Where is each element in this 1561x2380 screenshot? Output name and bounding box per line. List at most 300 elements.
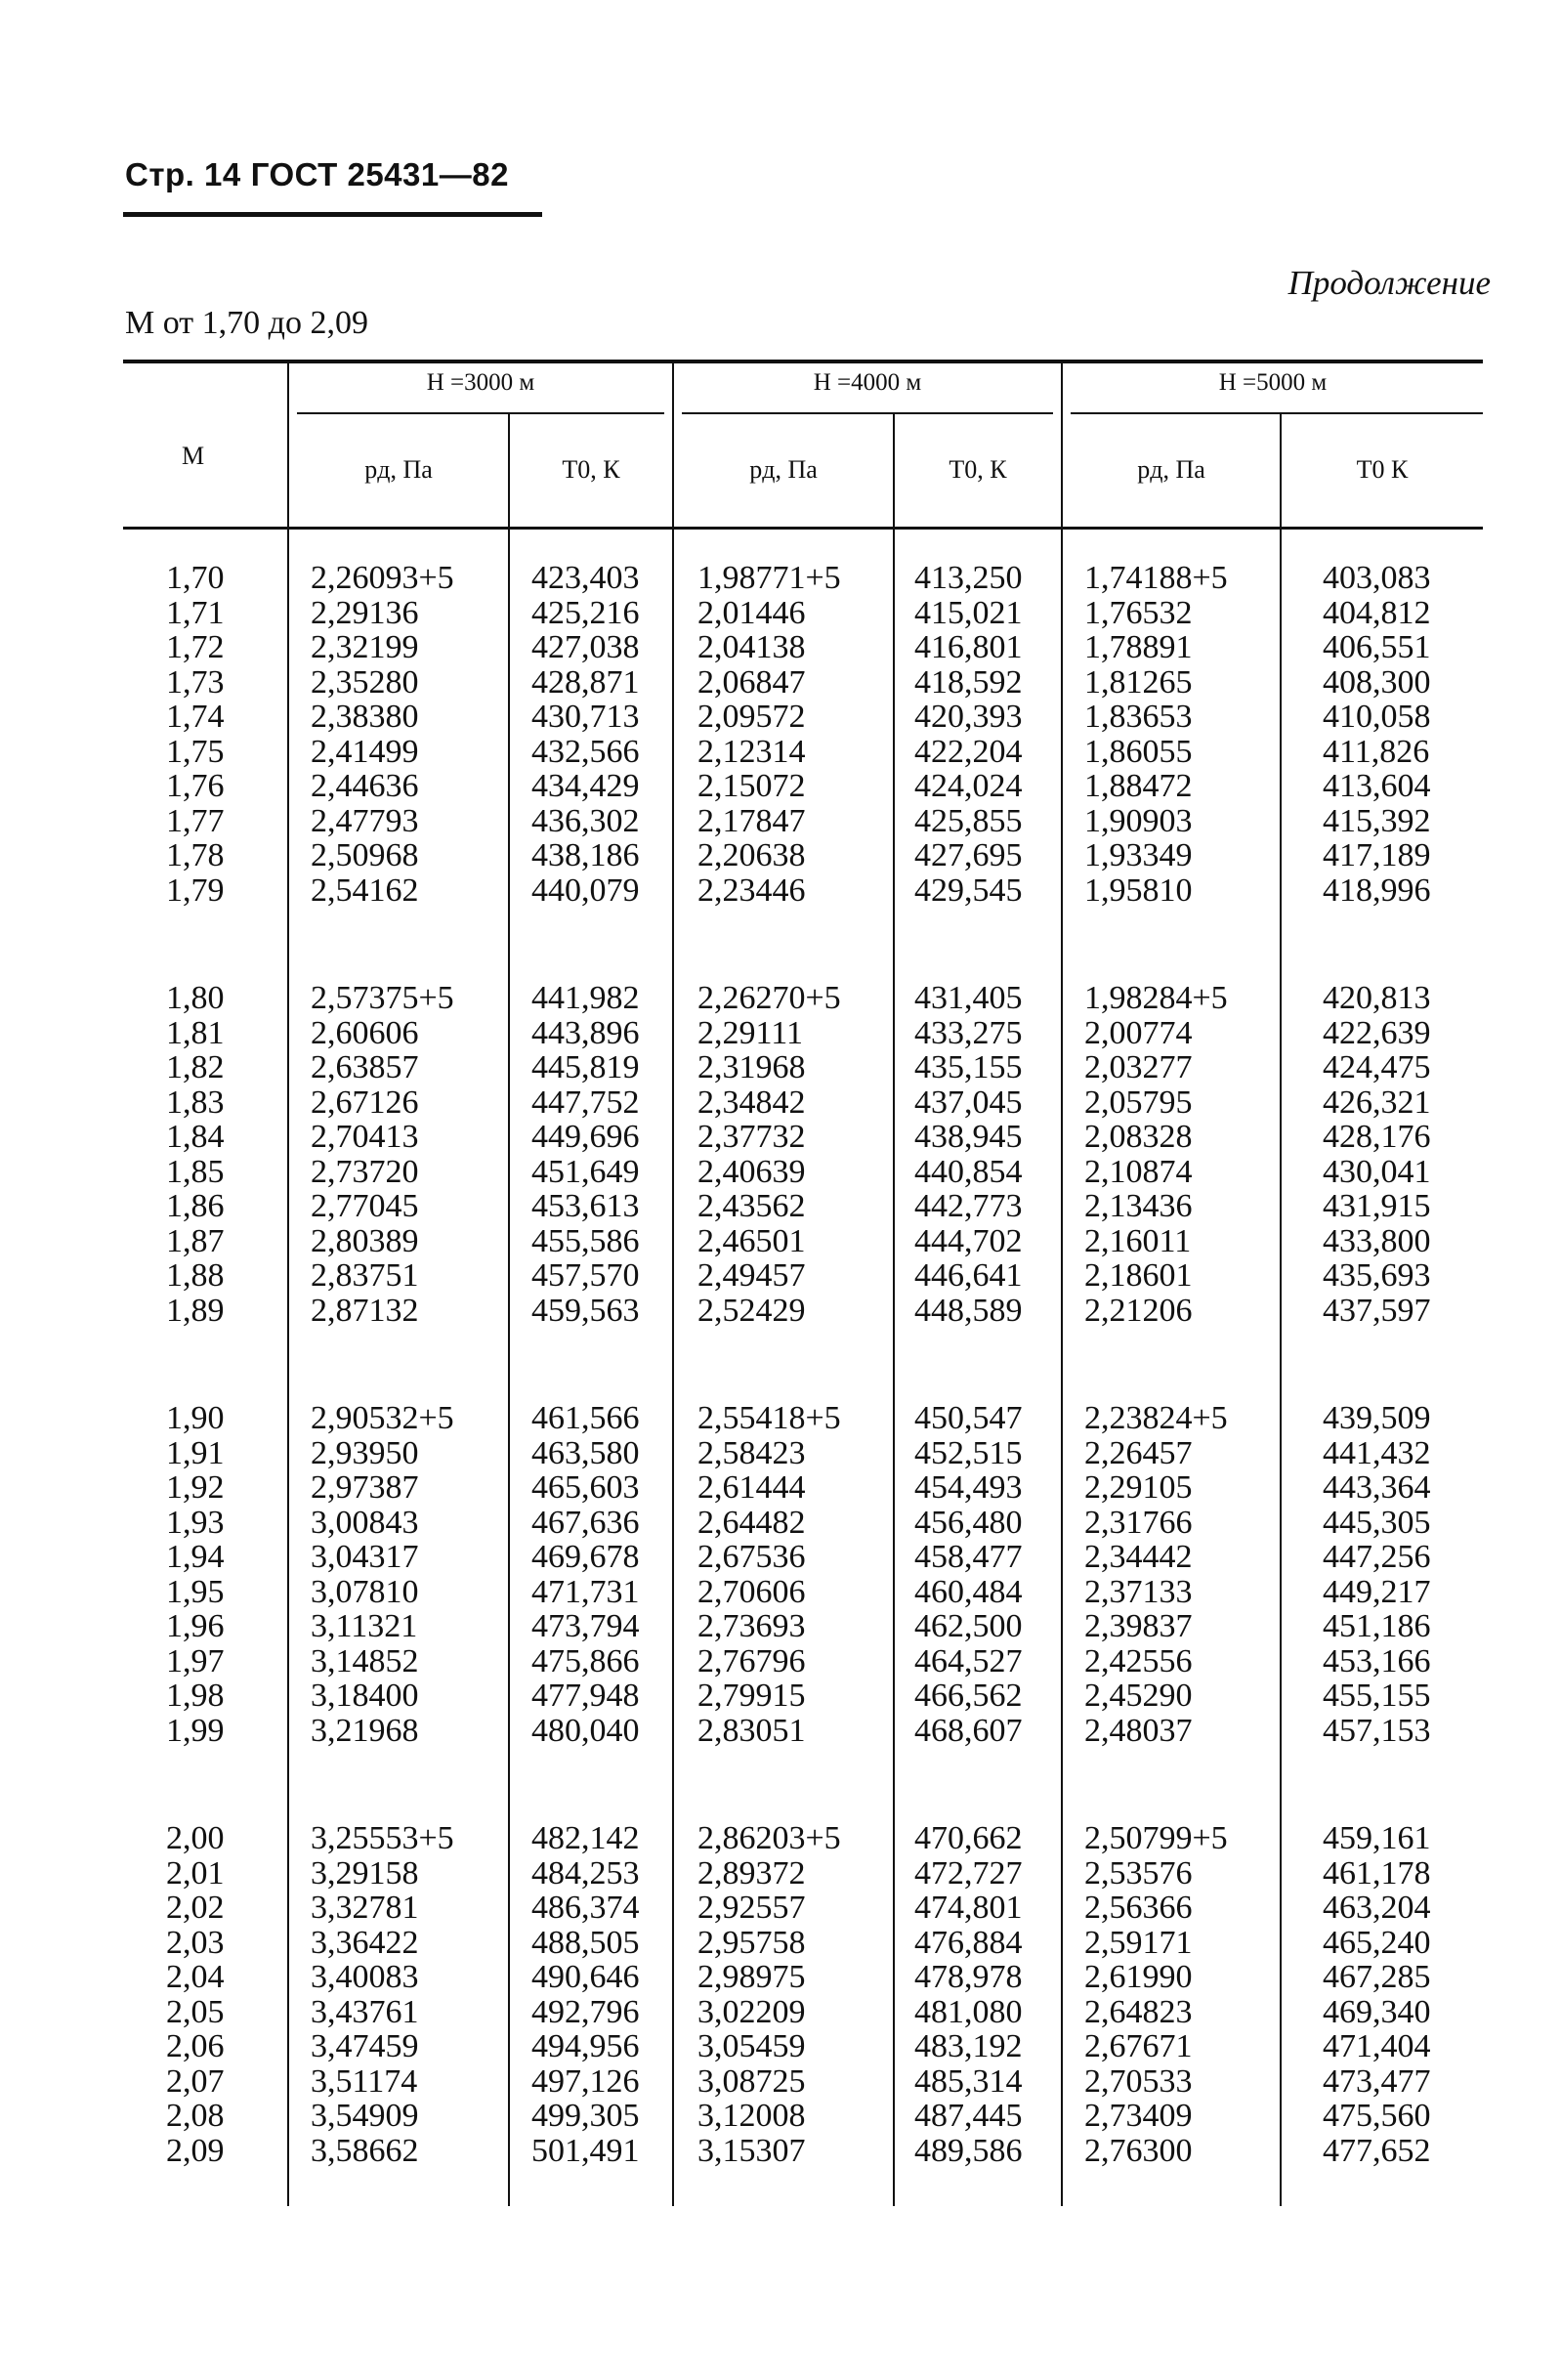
pressure-cell: 2,15072 xyxy=(697,768,806,804)
temperature-cell: 460,484 xyxy=(914,1573,1023,1610)
temperature-cell: 431,405 xyxy=(914,980,1023,1016)
pressure-cell: 2,70606 xyxy=(697,1573,806,1610)
temperature-cell: 422,204 xyxy=(914,733,1023,770)
mach-cell: 1,80 xyxy=(166,980,225,1016)
pressure-cell: 1,81265 xyxy=(1084,663,1193,701)
temperature-cell: 463,580 xyxy=(531,1434,640,1471)
pressure-cell: 2,39837 xyxy=(1084,1608,1193,1644)
mach-cell: 1,95 xyxy=(166,1573,225,1610)
pressure-cell: 2,26270+5 xyxy=(697,980,841,1016)
pressure-header: pд, Па xyxy=(749,455,818,484)
pressure-cell: 2,09572 xyxy=(697,699,806,735)
temperature-cell: 467,285 xyxy=(1323,1959,1431,1995)
pressure-cell: 2,17847 xyxy=(697,802,806,839)
standard-code: ГОСТ 25431—82 xyxy=(250,156,509,192)
mach-cell: 1,92 xyxy=(166,1469,225,1506)
mach-cell: 2,07 xyxy=(166,2062,225,2100)
pressure-cell: 2,55418+5 xyxy=(697,1400,841,1436)
range-label: М от 1,70 до 2,09 xyxy=(125,305,368,341)
temperature-cell: 415,392 xyxy=(1323,802,1431,839)
temperature-cell: 428,176 xyxy=(1323,1119,1431,1155)
pressure-cell: 3,29158 xyxy=(311,1854,419,1891)
group-header-h5000: H =5000 м xyxy=(1218,369,1328,396)
pressure-cell: 2,64482 xyxy=(697,1504,806,1541)
pressure-cell: 2,34442 xyxy=(1084,1539,1193,1575)
pressure-cell: 2,64823 xyxy=(1084,1993,1193,2030)
pressure-cell: 3,32781 xyxy=(311,1890,419,1926)
pressure-cell: 3,11321 xyxy=(311,1608,418,1644)
pressure-cell: 3,18400 xyxy=(311,1678,419,1714)
temperature-cell: 457,570 xyxy=(531,1257,640,1294)
mach-cell: 1,78 xyxy=(166,837,225,873)
pressure-cell: 2,46501 xyxy=(697,1222,806,1259)
pressure-cell: 2,32199 xyxy=(311,629,419,665)
temperature-cell: 481,080 xyxy=(914,1993,1023,2030)
temperature-cell: 420,813 xyxy=(1323,980,1431,1016)
pressure-cell: 2,01446 xyxy=(697,594,806,631)
temperature-cell: 489,586 xyxy=(914,2132,1023,2169)
mach-cell: 1,71 xyxy=(166,594,225,631)
mach-cell: 1,82 xyxy=(166,1049,225,1085)
pressure-cell: 2,92557 xyxy=(697,1890,806,1926)
temperature-cell: 436,302 xyxy=(531,802,640,839)
mach-cell: 1,84 xyxy=(166,1119,225,1155)
pressure-header: pд, Па xyxy=(1137,455,1205,484)
temperature-cell: 469,340 xyxy=(1323,1993,1431,2030)
pressure-cell: 2,83051 xyxy=(697,1712,806,1749)
pressure-cell: 2,61990 xyxy=(1084,1959,1193,1995)
temperature-cell: 435,155 xyxy=(914,1049,1023,1085)
mach-cell: 2,00 xyxy=(166,1820,225,1856)
pressure-cell: 3,47459 xyxy=(311,2028,419,2064)
temperature-cell: 465,603 xyxy=(531,1469,640,1506)
temperature-cell: 485,314 xyxy=(914,2062,1023,2100)
temperature-cell: 472,727 xyxy=(914,1854,1023,1891)
pressure-cell: 2,37732 xyxy=(697,1119,806,1155)
column-divider xyxy=(1280,414,1282,2206)
temperature-cell: 492,796 xyxy=(531,1993,640,2030)
pressure-cell: 3,07810 xyxy=(311,1573,419,1610)
pressure-cell: 2,73693 xyxy=(697,1608,806,1644)
temperature-cell: 454,493 xyxy=(914,1469,1023,1506)
mach-cell: 1,87 xyxy=(166,1222,225,1259)
column-divider xyxy=(508,414,510,2206)
pressure-cell: 2,40639 xyxy=(697,1153,806,1190)
temperature-cell: 432,566 xyxy=(531,733,640,770)
pressure-cell: 1,76532 xyxy=(1084,594,1193,631)
temperature-cell: 427,695 xyxy=(914,837,1023,873)
temperature-cell: 453,166 xyxy=(1323,1642,1431,1679)
temperature-cell: 474,801 xyxy=(914,1890,1023,1926)
pressure-cell: 2,97387 xyxy=(311,1469,419,1506)
temperature-cell: 448,589 xyxy=(914,1292,1023,1329)
temperature-cell: 446,641 xyxy=(914,1257,1023,1294)
temperature-cell: 475,866 xyxy=(531,1642,640,1679)
pressure-cell: 3,02209 xyxy=(697,1993,806,2030)
temperature-cell: 410,058 xyxy=(1323,699,1431,735)
pressure-cell: 2,59171 xyxy=(1084,1924,1193,1961)
pressure-cell: 2,83751 xyxy=(311,1257,419,1294)
pressure-cell: 2,26093+5 xyxy=(311,560,454,596)
pressure-cell: 2,31968 xyxy=(697,1049,806,1085)
temperature-cell: 430,713 xyxy=(531,699,640,735)
temperature-cell: 441,432 xyxy=(1323,1434,1431,1471)
pressure-cell: 2,29136 xyxy=(311,594,419,631)
temperature-cell: 438,945 xyxy=(914,1119,1023,1155)
temperature-cell: 477,652 xyxy=(1323,2132,1431,2169)
temperature-cell: 418,592 xyxy=(914,663,1023,701)
temperature-cell: 458,477 xyxy=(914,1539,1023,1575)
temperature-cell: 413,250 xyxy=(914,560,1023,596)
pressure-cell: 2,13436 xyxy=(1084,1188,1193,1224)
group-rule xyxy=(297,412,664,414)
pressure-cell: 2,04138 xyxy=(697,629,806,665)
temperature-cell: 413,604 xyxy=(1323,768,1431,804)
temperature-cell: 473,794 xyxy=(531,1608,640,1644)
temperature-cell: 494,956 xyxy=(531,2028,640,2064)
mach-cell: 1,91 xyxy=(166,1434,225,1471)
mach-cell: 1,86 xyxy=(166,1188,225,1224)
pressure-cell: 1,93349 xyxy=(1084,837,1193,873)
pressure-cell: 2,73720 xyxy=(311,1153,419,1190)
temperature-cell: 403,083 xyxy=(1323,560,1431,596)
pressure-cell: 2,54162 xyxy=(311,871,419,909)
pressure-cell: 2,67536 xyxy=(697,1539,806,1575)
temperature-cell: 467,636 xyxy=(531,1504,640,1541)
temperature-cell: 440,079 xyxy=(531,871,640,909)
pressure-cell: 3,12008 xyxy=(697,2098,806,2134)
mach-cell: 2,01 xyxy=(166,1854,225,1891)
pressure-cell: 2,38380 xyxy=(311,699,419,735)
mach-cell: 1,96 xyxy=(166,1608,225,1644)
pressure-cell: 2,23824+5 xyxy=(1084,1400,1228,1436)
pressure-cell: 2,03277 xyxy=(1084,1049,1193,1085)
pressure-cell: 2,10874 xyxy=(1084,1153,1193,1190)
pressure-cell: 2,16011 xyxy=(1084,1222,1192,1259)
temperature-cell: 430,041 xyxy=(1323,1153,1431,1190)
pressure-cell: 1,78891 xyxy=(1084,629,1193,665)
temperature-cell: 422,639 xyxy=(1323,1014,1431,1051)
pressure-cell: 2,21206 xyxy=(1084,1292,1193,1329)
group-rule xyxy=(682,412,1053,414)
temperature-cell: 475,560 xyxy=(1323,2098,1431,2134)
temperature-cell: 455,155 xyxy=(1323,1678,1431,1714)
pressure-cell: 2,12314 xyxy=(697,733,806,770)
column-divider xyxy=(893,414,895,2206)
temperature-cell: 501,491 xyxy=(531,2132,640,2169)
temperature-cell: 463,204 xyxy=(1323,1890,1431,1926)
temperature-cell: 429,545 xyxy=(914,871,1023,909)
mach-cell: 1,83 xyxy=(166,1084,225,1121)
pressure-cell: 2,87132 xyxy=(311,1292,419,1329)
temperature-cell: 483,192 xyxy=(914,2028,1023,2064)
pressure-cell: 3,40083 xyxy=(311,1959,419,1995)
temperature-cell: 468,607 xyxy=(914,1712,1023,1749)
header-underline xyxy=(123,212,542,217)
pressure-cell: 2,43562 xyxy=(697,1188,806,1224)
column-divider xyxy=(672,363,674,2206)
pressure-cell: 2,67126 xyxy=(311,1084,419,1121)
pressure-cell: 1,86055 xyxy=(1084,733,1193,770)
pressure-cell: 2,61444 xyxy=(697,1469,806,1506)
pressure-cell: 2,53576 xyxy=(1084,1854,1193,1891)
mach-cell: 1,79 xyxy=(166,871,225,909)
temperature-cell: 423,403 xyxy=(531,560,640,596)
mach-cell: 1,76 xyxy=(166,768,225,804)
pressure-cell: 3,43761 xyxy=(311,1993,419,2030)
pressure-cell: 2,98975 xyxy=(697,1959,806,1995)
pressure-cell: 3,14852 xyxy=(311,1642,419,1679)
mach-cell: 1,75 xyxy=(166,733,225,770)
temperature-cell: 480,040 xyxy=(531,1712,640,1749)
temperature-cell: 418,996 xyxy=(1323,871,1431,909)
pressure-cell: 3,15307 xyxy=(697,2132,806,2169)
temperature-cell: 426,321 xyxy=(1323,1084,1431,1121)
pressure-cell: 1,98771+5 xyxy=(697,560,841,596)
temperature-cell: 416,801 xyxy=(914,629,1023,665)
mach-cell: 2,05 xyxy=(166,1993,225,2030)
temperature-cell: 445,819 xyxy=(531,1049,640,1085)
temperature-cell: 445,305 xyxy=(1323,1504,1431,1541)
temperature-cell: 499,305 xyxy=(531,2098,640,2134)
m-column-header: М xyxy=(182,442,205,470)
pressure-cell: 2,90532+5 xyxy=(311,1400,454,1436)
pressure-cell: 2,18601 xyxy=(1084,1257,1193,1294)
mach-cell: 2,04 xyxy=(166,1959,225,1995)
temperature-cell: 433,800 xyxy=(1323,1222,1431,1259)
pressure-cell: 1,88472 xyxy=(1084,768,1193,804)
temperature-cell: 466,562 xyxy=(914,1678,1023,1714)
temperature-header: T0, К xyxy=(562,455,620,484)
pressure-cell: 2,06847 xyxy=(697,663,806,701)
temperature-cell: 438,186 xyxy=(531,837,640,873)
pressure-cell: 2,93950 xyxy=(311,1434,419,1471)
mach-cell: 1,93 xyxy=(166,1504,225,1541)
pressure-cell: 2,29111 xyxy=(697,1014,803,1051)
page-header xyxy=(125,156,509,193)
pressure-cell: 2,44636 xyxy=(311,768,419,804)
mach-cell: 1,85 xyxy=(166,1153,225,1190)
pressure-cell: 2,49457 xyxy=(697,1257,806,1294)
temperature-cell: 453,613 xyxy=(531,1188,640,1224)
mach-cell: 1,88 xyxy=(166,1257,225,1294)
temperature-cell: 420,393 xyxy=(914,699,1023,735)
pressure-cell: 2,77045 xyxy=(311,1188,419,1224)
pressure-cell: 2,48037 xyxy=(1084,1712,1193,1749)
temperature-cell: 411,826 xyxy=(1323,733,1430,770)
temperature-cell: 478,978 xyxy=(914,1959,1023,1995)
pressure-cell: 3,36422 xyxy=(311,1924,419,1961)
temperature-cell: 404,812 xyxy=(1323,594,1431,631)
mach-cell: 1,74 xyxy=(166,699,225,735)
page-number: Стр. 14 xyxy=(125,156,241,192)
temperature-cell: 440,854 xyxy=(914,1153,1023,1190)
pressure-cell: 1,90903 xyxy=(1084,802,1193,839)
temperature-cell: 456,480 xyxy=(914,1504,1023,1541)
pressure-cell: 2,76796 xyxy=(697,1642,806,1679)
temperature-cell: 437,045 xyxy=(914,1084,1023,1121)
pressure-cell: 2,67671 xyxy=(1084,2028,1193,2064)
temperature-cell: 441,982 xyxy=(531,980,640,1016)
temperature-cell: 437,597 xyxy=(1323,1292,1431,1329)
temperature-cell: 435,693 xyxy=(1323,1257,1431,1294)
pressure-cell: 2,34842 xyxy=(697,1084,806,1121)
mach-cell: 2,08 xyxy=(166,2098,225,2134)
pressure-cell: 2,35280 xyxy=(311,663,419,701)
temperature-cell: 451,649 xyxy=(531,1153,640,1190)
temperature-header: T0 К xyxy=(1356,455,1409,484)
temperature-header: T0, К xyxy=(949,455,1007,484)
temperature-cell: 447,752 xyxy=(531,1084,640,1121)
pressure-cell: 3,54909 xyxy=(311,2098,419,2134)
mach-cell: 2,06 xyxy=(166,2028,225,2064)
pressure-cell: 2,79915 xyxy=(697,1678,806,1714)
mach-cell: 1,70 xyxy=(166,560,225,596)
temperature-cell: 417,189 xyxy=(1323,837,1431,873)
temperature-cell: 476,884 xyxy=(914,1924,1023,1961)
mach-cell: 2,09 xyxy=(166,2132,225,2169)
temperature-cell: 490,646 xyxy=(531,1959,640,1995)
temperature-cell: 447,256 xyxy=(1323,1539,1431,1575)
group-header-h3000: H =3000 м xyxy=(426,369,535,396)
pressure-cell: 2,95758 xyxy=(697,1924,806,1961)
group-rule xyxy=(1071,412,1483,414)
pressure-cell: 2,26457 xyxy=(1084,1434,1193,1471)
pressure-cell: 2,50968 xyxy=(311,837,419,873)
mach-cell: 1,99 xyxy=(166,1712,225,1749)
mach-cell: 1,77 xyxy=(166,802,225,839)
mach-cell: 1,73 xyxy=(166,663,225,701)
pressure-cell: 2,63857 xyxy=(311,1049,419,1085)
temperature-cell: 408,300 xyxy=(1323,663,1431,701)
temperature-cell: 465,240 xyxy=(1323,1924,1431,1961)
mach-cell: 1,72 xyxy=(166,629,225,665)
mach-cell: 2,02 xyxy=(166,1890,225,1926)
mach-cell: 1,81 xyxy=(166,1014,225,1051)
pressure-cell: 2,52429 xyxy=(697,1292,806,1329)
pressure-cell: 2,45290 xyxy=(1084,1678,1193,1714)
pressure-cell: 2,86203+5 xyxy=(697,1820,841,1856)
temperature-cell: 461,178 xyxy=(1323,1854,1431,1891)
temperature-cell: 459,161 xyxy=(1323,1820,1431,1856)
temperature-cell: 459,563 xyxy=(531,1292,640,1329)
temperature-cell: 457,153 xyxy=(1323,1712,1431,1749)
pressure-cell: 3,00843 xyxy=(311,1504,419,1541)
mach-cell: 1,98 xyxy=(166,1678,225,1714)
pressure-cell: 3,05459 xyxy=(697,2028,806,2064)
temperature-cell: 406,551 xyxy=(1323,629,1431,665)
pressure-header: pд, Па xyxy=(364,455,433,484)
pressure-cell: 1,83653 xyxy=(1084,699,1193,735)
pressure-cell: 2,70533 xyxy=(1084,2062,1193,2100)
temperature-cell: 425,216 xyxy=(531,594,640,631)
column-divider xyxy=(1061,363,1063,2206)
pressure-cell: 2,58423 xyxy=(697,1434,806,1471)
pressure-cell: 2,37133 xyxy=(1084,1573,1193,1610)
column-divider xyxy=(287,363,289,2206)
temperature-cell: 471,731 xyxy=(531,1573,640,1610)
temperature-cell: 462,500 xyxy=(914,1608,1023,1644)
pressure-cell: 2,41499 xyxy=(311,733,419,770)
pressure-cell: 2,47793 xyxy=(311,802,419,839)
temperature-cell: 443,364 xyxy=(1323,1469,1431,1506)
pressure-cell: 2,23446 xyxy=(697,871,806,909)
pressure-cell: 2,56366 xyxy=(1084,1890,1193,1926)
temperature-cell: 482,142 xyxy=(531,1820,640,1856)
pressure-cell: 2,70413 xyxy=(311,1119,419,1155)
temperature-cell: 470,662 xyxy=(914,1820,1023,1856)
temperature-cell: 461,566 xyxy=(531,1400,640,1436)
temperature-cell: 486,374 xyxy=(531,1890,640,1926)
mach-cell: 1,89 xyxy=(166,1292,225,1329)
mach-cell: 1,94 xyxy=(166,1539,225,1575)
pressure-cell: 3,21968 xyxy=(311,1712,419,1749)
temperature-cell: 433,275 xyxy=(914,1014,1023,1051)
temperature-cell: 424,024 xyxy=(914,768,1023,804)
temperature-cell: 415,021 xyxy=(914,594,1023,631)
pressure-cell: 3,25553+5 xyxy=(311,1820,454,1856)
temperature-cell: 452,515 xyxy=(914,1434,1023,1471)
pressure-cell: 2,76300 xyxy=(1084,2132,1193,2169)
mach-cell: 1,97 xyxy=(166,1642,225,1679)
pressure-cell: 3,58662 xyxy=(311,2132,419,2169)
table-top-rule xyxy=(123,360,1483,363)
pressure-cell: 2,80389 xyxy=(311,1222,419,1259)
pressure-cell: 2,31766 xyxy=(1084,1504,1193,1541)
temperature-cell: 450,547 xyxy=(914,1400,1023,1436)
pressure-cell: 3,08725 xyxy=(697,2062,806,2100)
pressure-cell: 2,89372 xyxy=(697,1854,806,1891)
temperature-cell: 484,253 xyxy=(531,1854,640,1891)
pressure-cell: 2,50799+5 xyxy=(1084,1820,1228,1856)
pressure-cell: 2,29105 xyxy=(1084,1469,1193,1506)
temperature-cell: 425,855 xyxy=(914,802,1023,839)
temperature-cell: 473,477 xyxy=(1323,2062,1431,2100)
pressure-cell: 2,42556 xyxy=(1084,1642,1193,1679)
temperature-cell: 428,871 xyxy=(531,663,640,701)
temperature-cell: 449,696 xyxy=(531,1119,640,1155)
pressure-cell: 2,60606 xyxy=(311,1014,419,1051)
temperature-cell: 497,126 xyxy=(531,2062,640,2100)
continued-label: Продолжение xyxy=(1287,264,1491,302)
pressure-cell: 2,08328 xyxy=(1084,1119,1193,1155)
temperature-cell: 424,475 xyxy=(1323,1049,1431,1085)
pressure-cell: 1,74188+5 xyxy=(1084,560,1228,596)
group-header-h4000: H =4000 м xyxy=(813,369,922,396)
pressure-cell: 2,57375+5 xyxy=(311,980,454,1016)
temperature-cell: 477,948 xyxy=(531,1678,640,1714)
mach-cell: 2,03 xyxy=(166,1924,225,1961)
temperature-cell: 442,773 xyxy=(914,1188,1023,1224)
temperature-cell: 439,509 xyxy=(1323,1400,1431,1436)
temperature-cell: 427,038 xyxy=(531,629,640,665)
temperature-cell: 451,186 xyxy=(1323,1608,1431,1644)
pressure-cell: 2,00774 xyxy=(1084,1014,1193,1051)
temperature-cell: 455,586 xyxy=(531,1222,640,1259)
temperature-cell: 487,445 xyxy=(914,2098,1023,2134)
temperature-cell: 431,915 xyxy=(1323,1188,1431,1224)
pressure-cell: 3,51174 xyxy=(311,2062,418,2100)
mach-cell: 1,90 xyxy=(166,1400,225,1436)
pressure-cell: 3,04317 xyxy=(311,1539,419,1575)
pressure-cell: 1,95810 xyxy=(1084,871,1193,909)
temperature-cell: 469,678 xyxy=(531,1539,640,1575)
temperature-cell: 449,217 xyxy=(1323,1573,1431,1610)
temperature-cell: 464,527 xyxy=(914,1642,1023,1679)
temperature-cell: 443,896 xyxy=(531,1014,640,1051)
temperature-cell: 444,702 xyxy=(914,1222,1023,1259)
pressure-cell: 1,98284+5 xyxy=(1084,980,1228,1016)
